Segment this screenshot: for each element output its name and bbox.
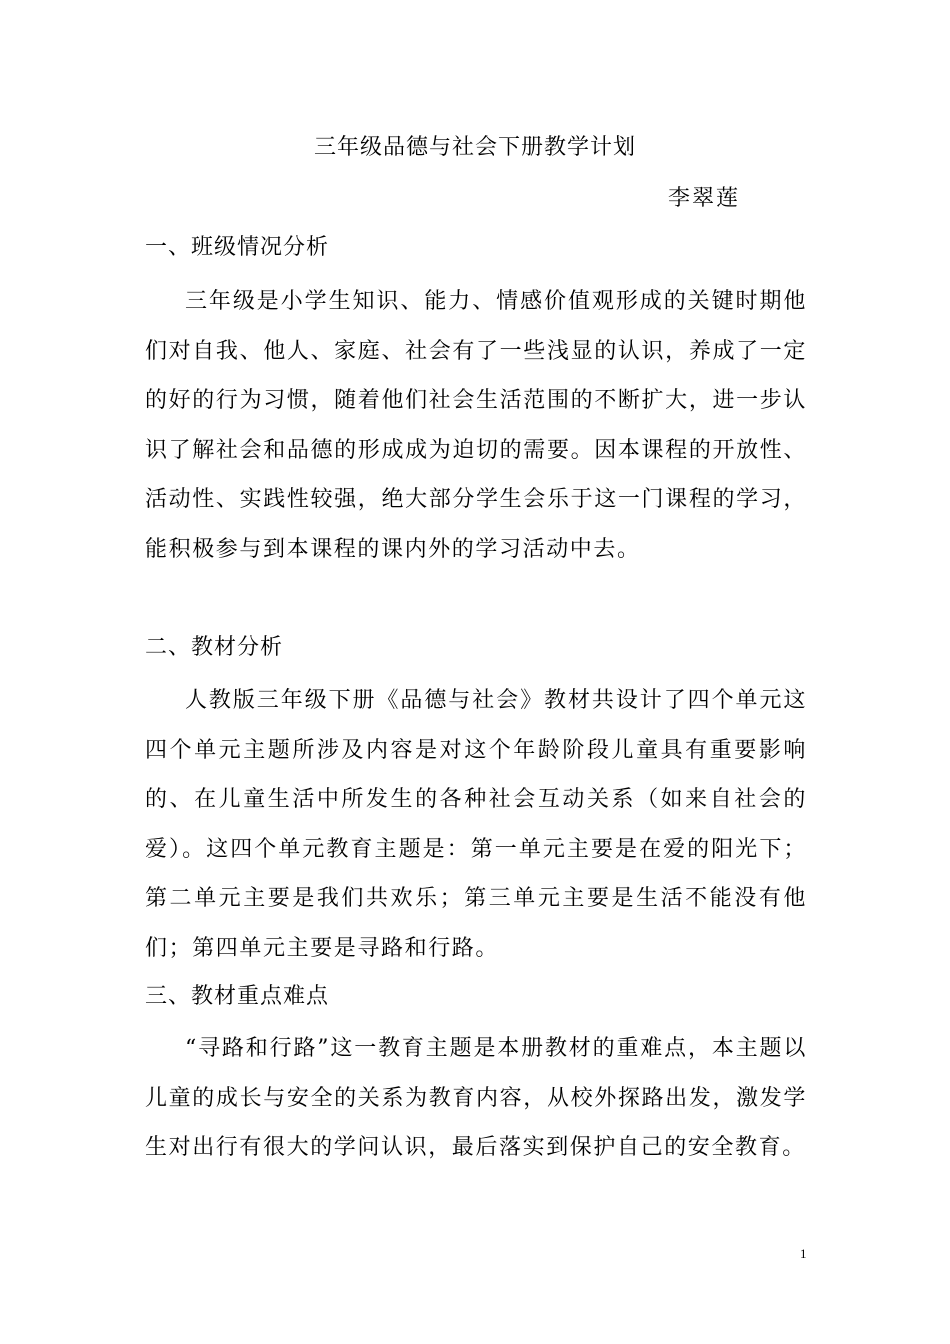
page-number: 1 bbox=[800, 1246, 807, 1261]
section-heading-key-difficulties: 三、教材重点难点 bbox=[145, 984, 330, 1009]
section-body-key-difficulties: “寻路和行路”这一教育主题是本册教材的重难点，本主题以儿童的成长与安全的关系为教育内容，从校外探路出发，激发学生对出行有很大的学问认识，最后落实到保护自己的安全教育。 bbox=[145, 1036, 807, 1160]
section-body-textbook-analysis: 人教版三年级下册《品德与社会》教材共设计了四个单元这四个单元主题所涉及内容是对这个年龄阶段儿童具有重要影响的、在儿童生活中所发生的各种社会互动关系（如来自社会的爱）。这四个单元教育主题是：第一单元主要是在爱的阳光下；第二单元主要是我们共欢乐；第三单元主要是生活不能没有他们；第四单元主要是寻路和行路。 bbox=[145, 688, 807, 961]
author-name: 李翠莲 bbox=[668, 186, 741, 211]
document-title: 三年级品德与社会下册教学计划 bbox=[313, 135, 636, 160]
section-body-class-analysis: 三年级是小学生知识、能力、情感价值观形成的关键时期他们对自我、他人、家庭、社会有了一些浅显的认识，养成了一定的好的行为习惯，随着他们社会生活范围的不断扩大，进一步认识了解社会和品德的形成成为迫切的需要。因本课程的开放性、活动性、实践性较强，绝大部分学生会乐于这一门课程的学习，能积极参与到本课程的课内外的学习活动中去。 bbox=[145, 289, 807, 562]
section-heading-class-analysis: 一、班级情况分析 bbox=[145, 235, 330, 260]
section-heading-textbook-analysis: 二、教材分析 bbox=[145, 635, 284, 660]
